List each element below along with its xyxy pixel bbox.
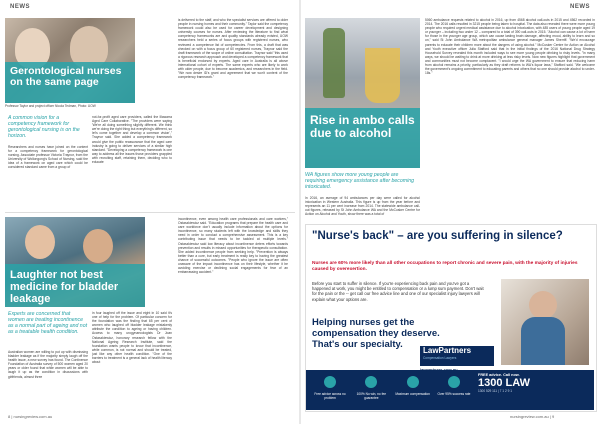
nurse-back-photo bbox=[501, 279, 589, 365]
nurse-body bbox=[521, 317, 565, 365]
page-gutter bbox=[299, 0, 301, 424]
ad-tagline-line1: Helping nurses get the bbox=[312, 317, 415, 328]
ad-benefit-icons bbox=[312, 375, 472, 401]
ad-tagline-line3: That's our specialty. bbox=[312, 339, 403, 350]
article3-standfirst: Experts are concerned that women are treating incontinence as a normal part of ageing and not as a treatable health condition. bbox=[8, 311, 88, 335]
section-tag-left: NEWS bbox=[10, 4, 30, 10]
laughing-women-photo bbox=[5, 217, 145, 307]
lawpartners-advertisement bbox=[305, 224, 597, 412]
article1-photo-caption: Professor Taylor and project officer Nicola Tedman, Photo: UOW bbox=[5, 104, 96, 108]
benefit-success-rate: Over 95% success rate bbox=[436, 375, 472, 401]
section-tag-right: NEWS bbox=[570, 4, 590, 10]
article1-standfirst: A common vision for a competency framework for gerontological nursing is on the horizon. bbox=[8, 115, 80, 139]
article2-headline: Rise in ambo calls due to alcohol bbox=[310, 113, 415, 140]
lawpartners-logo: LawPartners Compensation Lawyers bbox=[420, 346, 494, 366]
ad-body: Before you start to suffer in silence. If you're experiencing back pain and you've got a happened at work, you might be entitled to compensation or a lump sum payment. Don't wait for the pain or the -- get call our free advice line and one of our specialist injury lawyers will explain what your options are. bbox=[312, 281, 484, 302]
ad-headline: "Nurse's back" – are you suffering in silence? bbox=[312, 230, 563, 242]
article1-headline: Gerontological nurses on the same page bbox=[10, 65, 122, 88]
guarantee-icon bbox=[365, 376, 377, 388]
footer-right: nursingreview.com.au | 9 bbox=[510, 414, 555, 419]
article3-col2: in four laughed off the issue and eight in 10 said it's one of help for the problem. Of particular concern for the foundation was the finding that 65 per cent of women who laughed off bladder leakage mistakenly attribute the condition to ageing or having children. Access to many urogynaecologists Dr Joan Ostaszkiewicz, honorary research fellow with the National Ageing Research Institute, said the foundation wants people to know that incontinence, while common, is not normal and should be treated, just like any other health condition. "One of the barriers to treatment is a general lack of health literacy about bbox=[92, 311, 172, 365]
article2-col2: 5060 ambulance requests related to alcohol in 2016, up from 4568 alcohol call-outs in 2015 and 4562 recorded in 2014. The 2016 calls resulted in 3215 people being taken to hospital. The data also revealed there were more young people who required urgent medical assistance due to alcohol intoxication, with 485 users of young people aged 19 or younger – including two under 12 – compared to a total of 390 call-outs in 2015. "Alcohol can cause a lot of harm for those in the younger age group, which can cause lasting brain damage, affecting mood, ability to learn and so on," said St John Ambulance WA metropolitan ambulance general manager James Sherriff. "We'd encourage parents to educate their children more about the dangers of using alcohol." McCusker Centre for Action on Alcohol and Youth executive officer Julia Stafford said that in the initial findings of the 2016 National Drug Strategy Household Survey revealed this month included ways to see more young people drinking to risky levels. "In many ways, we should be waiting to drink at more drinking at less risky levels. Now new figures highlight that government and communities must not become complacent. "I would urge the WA government to ensure that reducing harm from alcohol remains a priority, particularly as they draft reforms to WA's liquor laws," Stafford said. "We welcome the government's ongoing commitment to educating parents and others that no one should provide alcohol to under-18s." bbox=[425, 18, 595, 76]
article3-col1: Australian women are willing to put up with dismissing bladder leakage as if the majority simply laugh off the health issue, a new survey has found. The Continence Foundation of Australia survey of 500 women aged 20 years or older found that while women will be able to laugh it up as the condition in discussions with girlfriends, almost three bbox=[8, 350, 88, 379]
ad-footer-band bbox=[306, 370, 594, 410]
compensation-icon bbox=[407, 376, 419, 388]
article2-col1: In 2016, an average of 94 ambulances per day were called for alcohol intoxication in Western Australia. This figure is up from the year before and represents an 11 per cent increase from 2014. The statewide ambulance call-out figures, released by St John Ambulance WA and the McCusker Centre for Action on Alcohol and Youth, show there was a total of bbox=[305, 196, 420, 217]
woman-face-left bbox=[25, 225, 55, 259]
article1-col1: Researchers and nurses have joined on the content for a competency framework for gerontological nursing. Associate professor Victoria Traynor, from the University of Wollongong's School of Nursing, said the idea of a framework on aged care which could be considered standard came from a group of bbox=[8, 145, 88, 170]
ad-phone-sub: 1300 529 111 | 7 1 2 9 1 bbox=[478, 389, 513, 393]
nurses-photo bbox=[5, 18, 135, 103]
benefit-no-win-no-fee: 100% No win, no fee guarantee bbox=[353, 375, 389, 401]
woman-face-right bbox=[83, 229, 113, 263]
ad-contact-block bbox=[478, 373, 590, 407]
article3-headline: Laughter not best medicine for bladder leakage bbox=[10, 269, 119, 305]
benefit-free-advice: Free advice across no problem bbox=[312, 375, 348, 401]
article3-col3: incontinence, even among health care professionals and care workers," Ostaszkiewicz said. "Education programs that prepare the health care and care workforce don't usually include information about the options for incontinence, so many students left with the knowledge and skills they need in order to conduct a comprehensive assessment. This is a key contributing issue that needs to be tackled at multiple levels." Ostaszkiewicz said low literacy about incontinence deters efforts towards prevention and results in missed opportunities for therapeutic consultation. She added incontinence people from seeking help. "Prevention is always better than a cure, but early treatment is really key to having the greatest chance of successful outcomes. "People who ignore the issue are often unaware of the impact incontinence has on their lifestyle, whether it be avoiding exercise or declining social engagements for fear of an embarrassing accident." bbox=[178, 217, 288, 275]
glass-shape bbox=[365, 48, 400, 103]
left-page-rule bbox=[5, 212, 295, 213]
article1-col2: not-for-profit aged care providers, called the Illawarra Aged Care Collaborative. "The providers were saying 'We're all doing something slightly different. We think we're doing the right thing but everything's different, so let's come together and develop a common vision'," Traynor said. She added a competency framework would give the public reassurance that the aged care industry is going to deliver services of a similar high standard. "Developing a competency framework is one way to address all the issues those providers grappled with recruiting staff, retaining them, deciding who to educate bbox=[92, 115, 172, 165]
bottle-shape bbox=[323, 28, 345, 98]
advice-icon bbox=[324, 376, 336, 388]
alcohol-photo bbox=[305, 18, 420, 168]
success-icon bbox=[448, 376, 460, 388]
ad-subheadline: Nurses are 60% more likely than all other occupations to report chronic and severe pain, with the majority of injuries caused by overexertion. bbox=[312, 261, 578, 272]
ad-website[interactable]: lawpartners.com.au bbox=[420, 367, 458, 372]
hotline-label: FREE advice. Call now. bbox=[478, 373, 520, 377]
ad-tagline-line2: compensation they deserve. bbox=[312, 328, 440, 339]
article1-col3: is delivered to the staff, and who the specialist services are offered to older people in nursing homes and their community." Taylor said the competency framework could also be used for career development and designing university courses for nurses. After reviewing the literature to find what competency frameworks are and quality standards already existed, UOW researchers held a series of focus groups with registered nurses, who reviewed a competence list of competencies. From this, a draft that was checked on with a focus group of 60 registered nurses, Traynor said the draft framework of the scope of online consultation. Traynor said "this used a rigorous research approach and developed a competency framework that is beneficial endorsed by experts. Aged care in Australia is all above international cohort of experts. The same experts who are likely to work with older people, due to become academics, and researchers in the field. "We now desire ID's grant and agreement that we won't content of the competency framework." bbox=[178, 18, 288, 80]
article2-standfirst: WA figures show more young people are requiring emergency assistance after becoming intoxicated. bbox=[305, 172, 414, 190]
benefit-maximum-compensation: Maximum compensation bbox=[395, 375, 431, 401]
footer-left: 8 | nursingreview.com.au bbox=[8, 414, 53, 419]
ad-phone-number[interactable]: 1300 LAW bbox=[478, 377, 530, 389]
nurse-head bbox=[529, 291, 557, 319]
